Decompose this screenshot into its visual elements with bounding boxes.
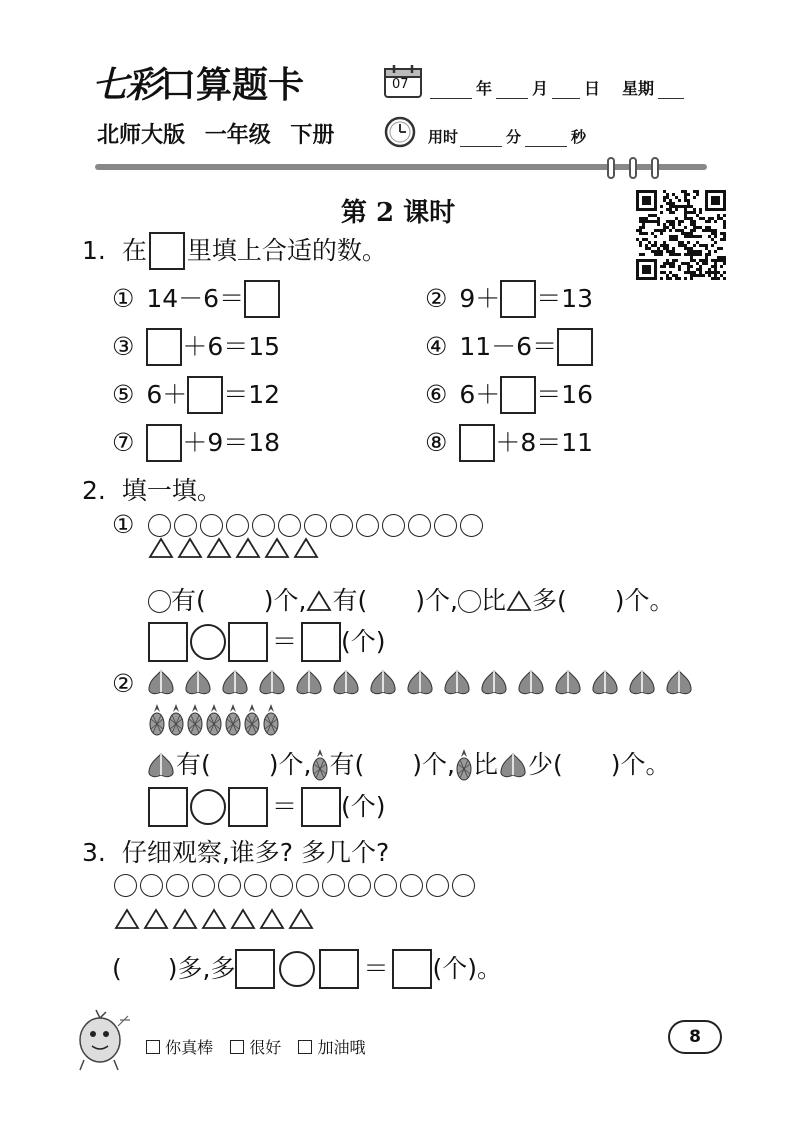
q1-item-mark: ④ — [425, 332, 448, 361]
month-label: 月 — [532, 79, 549, 98]
triangle-shape — [177, 537, 203, 559]
circle-shape — [200, 514, 223, 537]
answer-paren-open: ( — [112, 954, 122, 983]
triangle-symbol — [506, 590, 532, 612]
q2-part1-equation — [148, 621, 386, 662]
day-label: 日 — [584, 79, 601, 98]
pineapple-icon — [167, 704, 185, 736]
q2-prompt — [82, 470, 222, 511]
q1-item-mark: ⑦ — [112, 428, 135, 457]
pear-icon — [627, 668, 657, 696]
q1-item-6 — [425, 374, 593, 415]
operator-circle[interactable] — [190, 789, 226, 825]
q1-number: 1. — [82, 236, 106, 265]
circle-shape — [296, 874, 319, 897]
pear-icon — [220, 668, 250, 696]
q1-item-expression: 9＋ — [459, 284, 501, 313]
q2-part2-sentence — [146, 744, 670, 785]
answer-box[interactable] — [557, 328, 593, 366]
sentence-fragment: )个。 — [610, 750, 671, 779]
circle-shape — [330, 514, 353, 537]
triangle-shape — [230, 908, 256, 930]
edition-line — [97, 118, 334, 149]
pineapple-icon — [148, 704, 166, 736]
triangle-symbol — [306, 590, 332, 612]
q1-item-8 — [425, 422, 593, 463]
brand-logo — [92, 62, 304, 109]
answer-box[interactable] — [228, 622, 268, 662]
calendar-icon — [383, 64, 423, 100]
pear-icon — [146, 751, 176, 779]
circle-shape — [382, 514, 405, 537]
q1-item-expression: 6＋ — [146, 380, 188, 409]
q1-item-expression: 6＋ — [459, 380, 501, 409]
q1-prompt-post: 里填上合适的数。 — [186, 236, 387, 265]
q1-item-mark: ⑤ — [112, 380, 135, 409]
circle-row — [114, 874, 475, 897]
checkbox[interactable] — [230, 1040, 244, 1054]
triangle-shape — [293, 537, 319, 559]
triangle-row — [148, 537, 319, 559]
ring-binder-icon — [604, 156, 668, 182]
sentence-fragment: )个, — [415, 586, 458, 615]
circle-shape — [226, 514, 249, 537]
q1-item-mark: ② — [425, 284, 448, 313]
triangle-shape — [288, 908, 314, 930]
mascot-illustration — [70, 1006, 140, 1072]
q1-item-expression: ＋6＝15 — [182, 332, 281, 361]
triangle-shape — [114, 908, 140, 930]
circle-shape — [166, 874, 189, 897]
circle-shape — [434, 514, 457, 537]
operator-circle[interactable] — [279, 951, 315, 987]
rating-label: 加油哦 — [317, 1038, 366, 1057]
triangle-shape — [259, 908, 285, 930]
answer-box[interactable] — [500, 376, 536, 414]
pear-icon — [664, 668, 694, 696]
triangle-shape — [235, 537, 261, 559]
equals-sign: ＝ — [272, 627, 298, 656]
answer-box[interactable] — [235, 949, 275, 989]
brand-part1: 七彩 — [92, 64, 161, 106]
circle-shape — [244, 874, 267, 897]
equals-sign: ＝ — [363, 954, 389, 983]
triangle-row — [114, 908, 314, 930]
pear-icon — [479, 668, 509, 696]
q3-prompt — [82, 832, 389, 873]
circle-row — [148, 514, 483, 537]
year-label: 年 — [476, 79, 493, 98]
q1-prompt-pre: 在 — [121, 236, 147, 265]
q1-item-7 — [112, 422, 280, 463]
answer-box[interactable] — [148, 622, 188, 662]
pineapple-row — [148, 704, 280, 736]
answer-box[interactable] — [146, 328, 182, 366]
date-line — [430, 76, 684, 99]
circle-shape — [452, 874, 475, 897]
answer-box[interactable] — [500, 280, 536, 318]
circle-shape — [114, 874, 137, 897]
q2-part2-mark: ② — [112, 669, 135, 698]
circle-shape — [174, 514, 197, 537]
answer-box[interactable] — [392, 949, 432, 989]
pear-icon — [294, 668, 324, 696]
q1-item-expression-post: ＝13 — [536, 284, 594, 313]
answer-box[interactable] — [187, 376, 223, 414]
weekday-label: 星期 — [622, 79, 655, 98]
calendar-day: 07 — [392, 77, 409, 92]
q1-item-expression: 14－6＝ — [146, 284, 245, 313]
triangle-shape — [143, 908, 169, 930]
pear-icon — [331, 668, 361, 696]
q1-item-2 — [425, 278, 593, 319]
pear-icon — [498, 751, 528, 779]
sentence-fragment: 有( — [332, 586, 368, 615]
clock-icon — [383, 114, 417, 148]
circle-shape — [408, 514, 431, 537]
time-used-label: 用时 — [428, 128, 459, 146]
circle-shape — [278, 514, 301, 537]
unit-label: (个) — [341, 627, 386, 656]
circle-symbol — [458, 590, 481, 613]
q2-number: 2. — [82, 476, 106, 505]
circle-shape — [270, 874, 293, 897]
answer-box[interactable] — [319, 949, 359, 989]
q1-item-3 — [112, 326, 280, 367]
q1-item-expression: 11－6＝ — [459, 332, 558, 361]
sentence-fragment: )个, — [268, 750, 312, 779]
pear-icon — [146, 668, 176, 696]
sentence-fragment: )个, — [412, 750, 455, 779]
pear-icon — [516, 668, 546, 696]
q3-prompt-text: 仔细观察,谁多? 多几个? — [121, 838, 390, 867]
volume-label: 下册 — [290, 123, 335, 148]
checkbox[interactable] — [146, 1040, 160, 1054]
q1-item-1 — [112, 278, 280, 319]
page-number-badge — [668, 1020, 722, 1054]
answer-box[interactable] — [459, 424, 495, 462]
circle-shape — [252, 514, 275, 537]
sentence-fragment: 少( — [527, 750, 563, 779]
q1-item-mark: ⑥ — [425, 380, 448, 409]
circle-shape — [400, 874, 423, 897]
pineapple-icon — [186, 704, 204, 736]
sentence-fragment: 有( — [176, 750, 211, 779]
equals-sign: ＝ — [272, 792, 298, 821]
pear-icon — [553, 668, 583, 696]
q1-item-mark: ① — [112, 284, 135, 313]
answer-box-example — [149, 232, 185, 270]
sentence-fragment: 比 — [472, 750, 498, 779]
circle-shape — [148, 514, 171, 537]
edition-label: 北师大版 — [97, 123, 186, 148]
circle-shape — [374, 874, 397, 897]
time-used-line — [428, 126, 586, 147]
pineapple-icon — [455, 749, 473, 781]
triangle-shape — [172, 908, 198, 930]
circle-shape — [426, 874, 449, 897]
circle-symbol — [148, 590, 171, 613]
sentence-fragment: 有( — [329, 750, 365, 779]
sentence-fragment: )个, — [263, 586, 307, 615]
page-number: 8 — [689, 1027, 701, 1047]
q1-item-mark: ⑧ — [425, 428, 448, 457]
circle-shape — [140, 874, 163, 897]
sentence-fragment: 有( — [171, 586, 206, 615]
sentence-fragment: 比 — [480, 586, 506, 615]
rating-label: 很好 — [249, 1038, 282, 1057]
triangle-shape — [206, 537, 232, 559]
qr-code — [636, 190, 726, 280]
operator-circle[interactable] — [190, 624, 226, 660]
q1-item-mark: ③ — [112, 332, 135, 361]
q2-part2-equation — [148, 786, 386, 827]
pear-icon — [442, 668, 472, 696]
pear-row — [146, 668, 694, 696]
q1-item-expression: ＋9＝18 — [182, 428, 281, 457]
minutes-label: 分 — [506, 128, 522, 146]
unit-label: (个)。 — [432, 954, 502, 983]
answer-box[interactable] — [301, 622, 341, 662]
sentence-fragment: )个。 — [614, 586, 675, 615]
triangle-shape — [148, 537, 174, 559]
circle-shape — [304, 514, 327, 537]
pineapple-icon — [205, 704, 223, 736]
unit-label: (个) — [341, 792, 386, 821]
q2-part1-sentence — [148, 580, 674, 621]
answer-box[interactable] — [148, 787, 188, 827]
grade-label: 一年级 — [204, 123, 271, 148]
pear-icon — [183, 668, 213, 696]
rating-label: 你真棒 — [165, 1038, 214, 1057]
pear-icon — [257, 668, 287, 696]
circle-shape — [322, 874, 345, 897]
pear-icon — [368, 668, 398, 696]
circle-shape — [348, 874, 371, 897]
pineapple-icon — [243, 704, 261, 736]
q1-item-expression-post: ＝16 — [536, 380, 594, 409]
circle-shape — [460, 514, 483, 537]
triangle-shape — [201, 908, 227, 930]
pear-icon — [405, 668, 435, 696]
brand-part2: 口算题卡 — [160, 64, 305, 106]
pear-icon — [590, 668, 620, 696]
lesson-title: 第 2 课时 — [340, 198, 456, 228]
answer-text: )多,多 — [167, 954, 236, 983]
q1-prompt — [82, 230, 387, 271]
q1-item-5 — [112, 374, 280, 415]
circle-shape — [192, 874, 215, 897]
rating-options — [146, 1035, 366, 1058]
pineapple-icon — [311, 749, 329, 781]
triangle-shape — [264, 537, 290, 559]
pineapple-icon — [224, 704, 242, 736]
q1-item-expression: ＋8＝11 — [495, 428, 594, 457]
answer-box[interactable] — [228, 787, 268, 827]
q2-part1-mark: ① — [112, 510, 135, 539]
circle-shape — [218, 874, 241, 897]
seconds-label: 秒 — [571, 128, 587, 146]
q2-prompt-text: 填一填。 — [121, 476, 222, 505]
answer-box[interactable] — [301, 787, 341, 827]
circle-shape — [356, 514, 379, 537]
q3-answer-line — [112, 948, 502, 989]
pineapple-icon — [262, 704, 280, 736]
checkbox[interactable] — [298, 1040, 312, 1054]
q3-number: 3. — [82, 838, 106, 867]
answer-box[interactable] — [244, 280, 280, 318]
q1-item-expression-post: ＝12 — [223, 380, 281, 409]
sentence-fragment: 多( — [531, 586, 567, 615]
answer-box[interactable] — [146, 424, 182, 462]
q1-item-4 — [425, 326, 593, 367]
